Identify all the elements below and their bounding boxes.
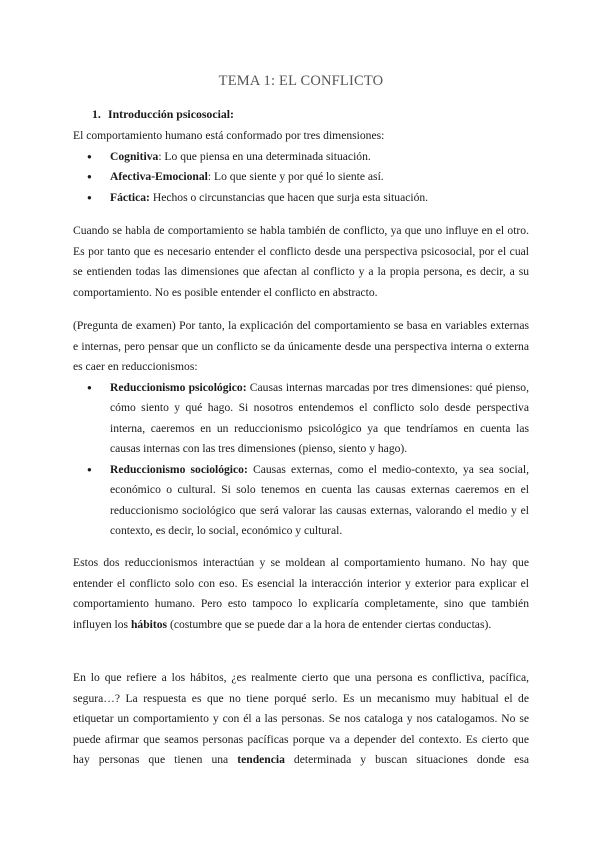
habits-term: hábitos bbox=[130, 617, 168, 631]
paragraph-text: Estos dos reduccionismos interactúan y se moldean al comportamiento humano. No hay que entender el conflicto solo con eso. Es esencial la interacción interior y exterior para explicar el comportamiento humano. Pero esto tampoco lo explicaría completamente, sino que también influyen los bbox=[73, 556, 529, 631]
list-item-text: Causas externas, como el medio-contexto, ya sea social, económico o cultural. Si solo tenemos en cuenta las causas externas caeremos en el reduccionismo sociológico que será valorar las causas externas, valorando el medio y el contexto, es decir, lo social, económico y cultural. bbox=[110, 462, 529, 537]
exam-question-text: (Pregunta de examen) Por tanto, la explicación del comportamiento se basa en variables externas e internas, pero pensar que un conflicto se da únicamente desde una perspectiva interna o externa es caer en reduccionismos: bbox=[73, 319, 529, 373]
section-number: 1. bbox=[92, 107, 101, 121]
list-item bbox=[73, 378, 529, 460]
section-heading-text: Introducción psicosocial: bbox=[108, 107, 234, 121]
list-item-text: : Lo que siente y por qué lo siente así. bbox=[207, 170, 384, 183]
list-item bbox=[73, 188, 529, 209]
list-item-term: Afectiva-Emocional bbox=[110, 170, 208, 183]
list-item-term: Fáctica: bbox=[110, 190, 150, 204]
paragraph-behaviour-conflict: Cuando se habla de comportamiento se habla también de conflicto, ya que uno influye en el otro. Es por tanto que es necesario entender el conflicto desde una perspectiva psicosocial, por el cual se entienden todas las dimensiones que afectan al conflicto y a la propia persona, es decir, a su comportamiento. No es posible entender el conflicto en abstracto. bbox=[73, 224, 529, 299]
dimensions-block bbox=[73, 126, 529, 208]
reductionisms-list bbox=[73, 378, 529, 542]
list-item bbox=[73, 147, 529, 168]
intro-text: El comportamiento humano está conformado por tres dimensiones: bbox=[73, 129, 385, 142]
exam-question-paragraph bbox=[73, 316, 529, 542]
paragraph-text: (costumbre que se puede dar a la hora de entender ciertas conductas). bbox=[167, 617, 492, 631]
paragraph-tendency bbox=[73, 668, 529, 771]
list-item-text: Hechos o circunstancias que hacen que surja esta situación. bbox=[149, 190, 429, 204]
list-item-term: Reduccionismo psicológico: bbox=[110, 380, 247, 394]
list-item bbox=[73, 460, 529, 542]
list-item-text: : Lo que piensa en una determinada situación. bbox=[158, 149, 371, 163]
paragraph-text: determinada y buscan situaciones donde esa bbox=[284, 753, 529, 766]
list-item-term: Cognitiva bbox=[110, 149, 159, 163]
document-title: TEMA 1: EL CONFLICTO bbox=[218, 73, 384, 89]
paragraph-habits bbox=[73, 553, 529, 635]
list-item-term: Reduccionismo sociológico: bbox=[110, 462, 248, 476]
section-heading bbox=[92, 107, 234, 122]
list-item bbox=[73, 167, 529, 188]
list-item-text: Causas internas marcadas por tres dimensiones: qué pienso, cómo siento y qué hago. Si nosotros entendemos el conflicto solo desde perspectiva interna, caeremos en un reduccionismo psicológico ya que tendríamos en cuenta las causas internas con las tres dimensiones (pienso, siento y hago). bbox=[110, 380, 529, 455]
dimensions-list bbox=[73, 147, 529, 209]
paragraph-text: En lo que refiere a los hábitos, ¿es realmente cierto que una persona es conflictiva, pacífica, segura…? La respuesta es que no tiene porqué serlo. Es un mecanismo muy habitual el de etiquetar un comportamiento y con él a las personas. Se nos cataloga y nos catalogamos. No se puede afirmar que seamos personas pacíficas porque va a depender del contexto. Es cierto que hay personas que tienen una bbox=[73, 671, 529, 766]
tendency-term: tendencia bbox=[237, 753, 285, 766]
